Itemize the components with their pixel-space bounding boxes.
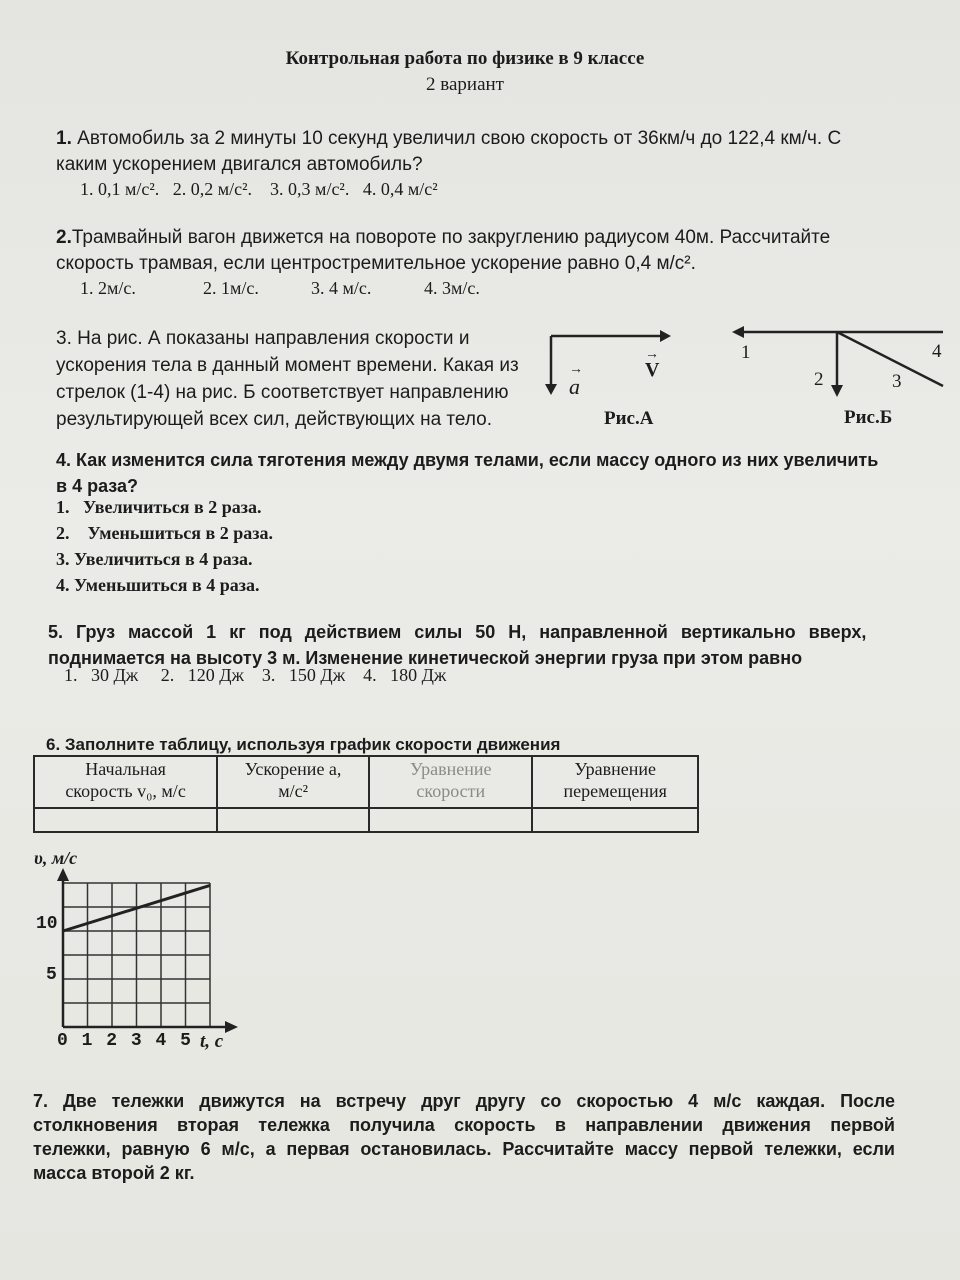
question-5-line-1: 5. Груз массой 1 кг под действием силы 50 Н, направленной вертикально вверх, bbox=[48, 622, 867, 642]
question-5-line-2: поднимается на высоту 3 м. Изменение кинетической энергии груза при этом равно bbox=[48, 648, 803, 668]
table-cell-displacement-equation[interactable] bbox=[532, 808, 698, 832]
question-2-line-2: скорость трамвая, если центростремительное ускорение равно 0,4 м/с². bbox=[56, 253, 696, 274]
velocity-arrowhead bbox=[660, 330, 671, 342]
velocity-time-graph bbox=[30, 865, 245, 1035]
question-3-line-3: стрелок (1-4) на рис. Б соответствует направлению bbox=[56, 382, 509, 403]
question-2-option-2: 2. 1м/с. bbox=[203, 278, 259, 298]
figure-a-v-label: → V bbox=[645, 347, 660, 381]
question-2-option-1: 1. 2м/с. bbox=[80, 278, 136, 298]
question-1-line-1: Автомобиль за 2 минуты 10 секунд увеличил свою скорость от 36км/ч до 122,4 км/ч. С bbox=[77, 128, 842, 149]
figure-b-label: Рис.Б bbox=[844, 407, 893, 428]
figure-a-a-label: → a bbox=[569, 362, 583, 399]
question-4-options bbox=[56, 494, 273, 598]
question-1-options: 1. 0,1 м/с². 2. 0,2 м/с². 3. 0,3 м/с². 4. 0,4 м/с² bbox=[80, 179, 438, 199]
figure-b bbox=[728, 318, 950, 410]
question-7 bbox=[33, 1089, 895, 1161]
question-4-option-4: 4. Уменьшиться в 4 раза. bbox=[56, 575, 260, 595]
question-4-option-1: 1. Увеличиться в 2 раза. bbox=[56, 497, 262, 517]
table-header-initial-velocity: Начальная скорость v₀, м/с bbox=[34, 756, 217, 808]
x-tick-1: 1 bbox=[81, 1031, 93, 1051]
question-4 bbox=[56, 447, 936, 499]
y-axis-arrowhead bbox=[57, 868, 69, 881]
table-cell-initial-velocity[interactable] bbox=[34, 808, 217, 832]
acceleration-arrowhead bbox=[545, 384, 557, 395]
arrow-3 bbox=[837, 332, 943, 386]
arrow-2-head bbox=[831, 385, 843, 397]
graph-grid bbox=[63, 883, 210, 1027]
question-2-option-4: 4. 3м/с. bbox=[424, 278, 480, 298]
question-7-line-3: тележки, равную 6 м/с, а первая остановилась. Рассчитайте массу первой тележки, если bbox=[33, 1139, 895, 1159]
question-2-option-3: 3. 4 м/с. bbox=[311, 278, 372, 298]
x-ticks bbox=[57, 1031, 191, 1051]
graph-x-axis-label: t, с bbox=[200, 1031, 224, 1052]
graph-y-axis-label: υ, м/с bbox=[34, 848, 78, 868]
question-6: 6. Заполните таблицу, используя график скорости движения bbox=[46, 735, 561, 754]
question-5-options: 1. 30 Дж 2. 120 Дж 3. 150 Дж 4. 180 Дж bbox=[64, 665, 447, 685]
question-2 bbox=[56, 225, 926, 277]
x-tick-3: 3 bbox=[130, 1031, 142, 1051]
figure-b-label-1: 1 bbox=[741, 342, 751, 363]
x-axis-arrowhead bbox=[225, 1021, 238, 1033]
table-row bbox=[34, 808, 698, 832]
question-3-line-2: ускорения тела в данный момент времени. Какая из bbox=[56, 355, 519, 376]
question-7-line-2: столкновения вторая тележка получила скорость в направлении движения первой bbox=[33, 1115, 895, 1135]
question-4-line-2: в 4 раза? bbox=[56, 476, 139, 496]
question-5 bbox=[48, 619, 928, 671]
y-tick-10: 10 bbox=[36, 914, 58, 934]
y-tick-5: 5 bbox=[46, 965, 57, 985]
table-cell-velocity-equation[interactable] bbox=[369, 808, 532, 832]
table-cell-acceleration[interactable] bbox=[217, 808, 369, 832]
question-4-option-3: 3. Увеличиться в 4 раза. bbox=[56, 549, 253, 569]
x-tick-0: 0 bbox=[57, 1031, 68, 1051]
figure-b-label-4: 4 bbox=[932, 341, 942, 362]
question-number: 1. bbox=[56, 128, 72, 149]
question-3-line-1: 3. На рис. А показаны направления скорости и bbox=[56, 328, 470, 349]
question-1-line-2: каким ускорением двигался автомобиль? bbox=[56, 154, 423, 175]
question-3 bbox=[56, 325, 536, 433]
page-title: Контрольная работа по физике в 9 классе bbox=[285, 48, 645, 69]
table-header-row bbox=[34, 756, 698, 808]
question-2-line-1: Трамвайный вагон движется на повороте по закруглению радиусом 40м. Рассчитайте bbox=[71, 227, 831, 248]
question-7-line-1: 7. Две тележки движутся на встречу друг другу со скоростью 4 м/с каждая. После bbox=[33, 1091, 895, 1111]
figure-b-label-2: 2 bbox=[814, 369, 824, 390]
x-tick-2: 2 bbox=[106, 1031, 118, 1051]
table-header-displacement-equation: Уравнение перемещения bbox=[532, 756, 698, 808]
table-header-acceleration: Ускорение а, м/с² bbox=[217, 756, 369, 808]
question-4-line-1: 4. Как изменится сила тяготения между двумя телами, если массу одного из них увеличить bbox=[56, 450, 879, 470]
answer-table bbox=[33, 755, 699, 833]
x-tick-4: 4 bbox=[155, 1031, 167, 1051]
question-4-option-2: 2. Уменьшиться в 2 раза. bbox=[56, 523, 273, 543]
arrow-1-head bbox=[732, 326, 744, 338]
figure-a-label: Рис.А bbox=[604, 408, 654, 429]
figure-b-label-3: 3 bbox=[892, 371, 902, 392]
table-header-velocity-equation: Уравнение скорости bbox=[369, 756, 532, 808]
question-7-line-4: масса второй 2 кг. bbox=[33, 1163, 195, 1183]
variant-label: 2 вариант bbox=[426, 74, 504, 95]
x-tick-5: 5 bbox=[180, 1031, 191, 1051]
question-3-line-4: результирующей всех сил, действующих на тело. bbox=[56, 409, 492, 430]
question-number: 2. bbox=[56, 227, 72, 248]
question-1 bbox=[56, 126, 926, 178]
